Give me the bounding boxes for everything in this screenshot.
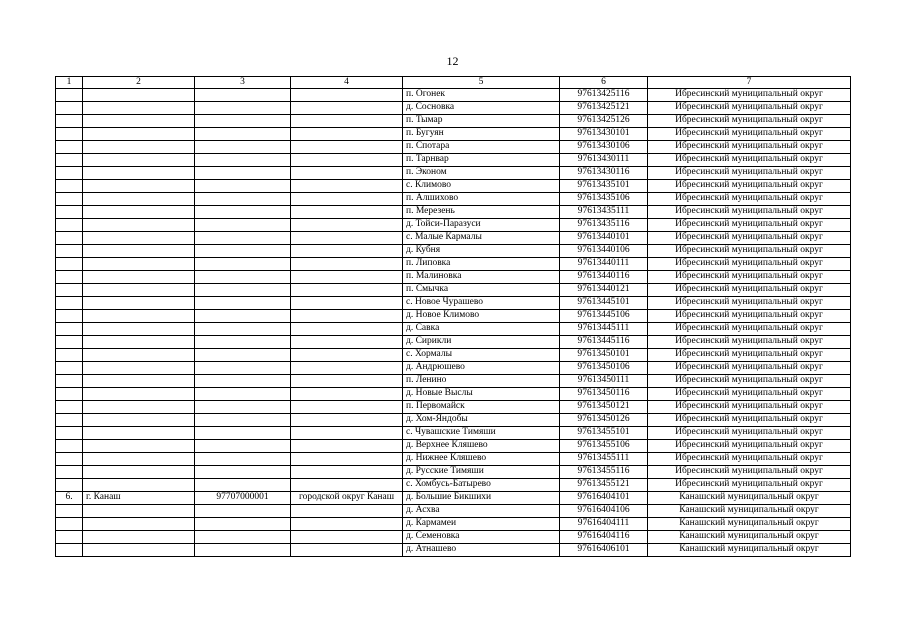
oktmo-code-cell [195,258,291,271]
okrug-cell [291,115,403,128]
locality-code-cell: 97613435111 [560,206,648,219]
settlement-cell [83,297,195,310]
row-number-cell [56,258,83,271]
settlement-cell [83,232,195,245]
settlement-cell [83,336,195,349]
municipal-okrug-cell: Ибресинский муниципальный округ [648,258,851,271]
table-row [56,531,851,544]
oktmo-code-cell [195,531,291,544]
municipal-okrug-cell: Ибресинский муниципальный округ [648,479,851,492]
settlement-cell [83,505,195,518]
locality-name-cell: д. Семеновка [403,531,560,544]
okrug-cell [291,531,403,544]
registry-table [55,76,851,557]
locality-name-cell: п. Огонек [403,89,560,102]
oktmo-code-cell [195,193,291,206]
table-row [56,206,851,219]
settlement-cell [83,531,195,544]
locality-name-cell: п. Эконом [403,167,560,180]
municipal-okrug-cell: Ибресинский муниципальный округ [648,375,851,388]
locality-name-cell: п. Первомайск [403,401,560,414]
settlement-cell [83,89,195,102]
locality-name-cell: с. Хомбусь-Батырево [403,479,560,492]
row-number-cell [56,453,83,466]
okrug-cell [291,310,403,323]
locality-code-cell: 97613435116 [560,219,648,232]
settlement-cell [83,154,195,167]
oktmo-code-cell [195,479,291,492]
municipal-okrug-cell: Ибресинский муниципальный округ [648,453,851,466]
locality-code-cell: 97613425121 [560,102,648,115]
row-number-cell [56,414,83,427]
locality-name-cell: д. Нижнее Кляшево [403,453,560,466]
row-number-cell [56,297,83,310]
okrug-cell [291,193,403,206]
municipal-okrug-cell: Канашский муниципальный округ [648,505,851,518]
row-number-cell [56,141,83,154]
locality-code-cell: 97616404101 [560,492,648,505]
okrug-cell [291,284,403,297]
locality-code-cell: 97616404106 [560,505,648,518]
oktmo-code-cell [195,219,291,232]
municipal-okrug-cell: Ибресинский муниципальный округ [648,297,851,310]
locality-code-cell: 97613435106 [560,193,648,206]
locality-name-cell: п. Ленино [403,375,560,388]
oktmo-code-cell [195,128,291,141]
settlement-cell [83,128,195,141]
row-number-cell [56,427,83,440]
municipal-okrug-cell: Ибресинский муниципальный округ [648,89,851,102]
oktmo-code-cell [195,505,291,518]
table-row [56,193,851,206]
okrug-cell [291,362,403,375]
table-row [56,362,851,375]
municipal-okrug-cell: Ибресинский муниципальный округ [648,180,851,193]
row-number-cell [56,336,83,349]
okrug-cell [291,154,403,167]
oktmo-code-cell [195,323,291,336]
table-row [56,544,851,557]
oktmo-code-cell [195,336,291,349]
okrug-cell [291,167,403,180]
municipal-okrug-cell: Ибресинский муниципальный округ [648,128,851,141]
locality-code-cell: 97613425116 [560,89,648,102]
table-row [56,271,851,284]
okrug-cell [291,297,403,310]
oktmo-code-cell [195,362,291,375]
municipal-okrug-cell: Канашский муниципальный округ [648,518,851,531]
locality-code-cell: 97613450126 [560,414,648,427]
settlement-cell [83,310,195,323]
okrug-cell [291,375,403,388]
locality-code-cell: 97613445111 [560,323,648,336]
settlement-cell [83,323,195,336]
locality-code-cell: 97613455111 [560,453,648,466]
oktmo-code-cell [195,427,291,440]
oktmo-code-cell [195,401,291,414]
locality-name-cell: с. Малые Кармалы [403,232,560,245]
row-number-cell [56,518,83,531]
row-number-cell [56,115,83,128]
municipal-okrug-cell: Ибресинский муниципальный округ [648,336,851,349]
row-number-cell [56,466,83,479]
okrug-cell [291,440,403,453]
oktmo-code-cell [195,453,291,466]
settlement-cell [83,518,195,531]
okrug-cell: городской округ Канаш [291,492,403,505]
table-row [56,284,851,297]
municipal-okrug-cell: Ибресинский муниципальный округ [648,362,851,375]
oktmo-code-cell [195,115,291,128]
row-number-cell [56,375,83,388]
table-row [56,167,851,180]
locality-name-cell: д. Русские Тимяши [403,466,560,479]
okrug-cell [291,544,403,557]
table-row [56,310,851,323]
municipal-okrug-cell: Ибресинский муниципальный округ [648,401,851,414]
okrug-cell [291,89,403,102]
settlement-cell [83,544,195,557]
oktmo-code-cell [195,167,291,180]
locality-name-cell: д. Хом-Яндобы [403,414,560,427]
row-number-cell [56,505,83,518]
locality-code-cell: 97613455101 [560,427,648,440]
row-number-cell [56,388,83,401]
column-header: 4 [291,77,403,89]
locality-code-cell: 97613425126 [560,115,648,128]
locality-code-cell: 97613440111 [560,258,648,271]
municipal-okrug-cell: Ибресинский муниципальный округ [648,349,851,362]
row-number-cell [56,102,83,115]
municipal-okrug-cell: Ибресинский муниципальный округ [648,232,851,245]
locality-name-cell: д. Савка [403,323,560,336]
row-number-cell [56,479,83,492]
row-number-cell [56,89,83,102]
municipal-okrug-cell: Ибресинский муниципальный округ [648,414,851,427]
locality-name-cell: д. Андрюшево [403,362,560,375]
row-number-cell [56,531,83,544]
column-header: 3 [195,77,291,89]
page-number: 12 [446,54,459,68]
okrug-cell [291,128,403,141]
municipal-okrug-cell: Ибресинский муниципальный округ [648,440,851,453]
table-header-row [56,77,851,89]
okrug-cell [291,349,403,362]
locality-code-cell: 97613440101 [560,232,648,245]
okrug-cell [291,102,403,115]
settlement-cell [83,466,195,479]
table-row [56,388,851,401]
settlement-cell [83,388,195,401]
table-row [56,154,851,167]
oktmo-code-cell [195,271,291,284]
locality-name-cell: д. Атнашево [403,544,560,557]
row-number-cell [56,271,83,284]
table-row [56,128,851,141]
locality-name-cell: п. Малиновка [403,271,560,284]
table-row [56,245,851,258]
table-row [56,180,851,193]
okrug-cell [291,232,403,245]
locality-code-cell: 97613455121 [560,479,648,492]
locality-code-cell: 97613450116 [560,388,648,401]
row-number-cell [56,401,83,414]
okrug-cell [291,258,403,271]
table-row [56,401,851,414]
row-number-cell [56,323,83,336]
locality-name-cell: д. Верхнее Кляшево [403,440,560,453]
row-number-cell [56,167,83,180]
locality-name-cell: д. Новое Климово [403,310,560,323]
table-row [56,258,851,271]
municipal-okrug-cell: Ибресинский муниципальный округ [648,323,851,336]
locality-code-cell: 97613430106 [560,141,648,154]
settlement-cell [83,167,195,180]
oktmo-code-cell [195,414,291,427]
table-row [56,297,851,310]
row-number-cell [56,219,83,232]
row-number-cell [56,206,83,219]
oktmo-code-cell [195,206,291,219]
okrug-cell [291,453,403,466]
locality-name-cell: д. Тойси-Паразуси [403,219,560,232]
settlement-cell [83,375,195,388]
column-header: 6 [560,77,648,89]
table-row [56,440,851,453]
okrug-cell [291,323,403,336]
oktmo-code-cell [195,154,291,167]
municipal-okrug-cell: Канашский муниципальный округ [648,531,851,544]
row-number-cell: 6. [56,492,83,505]
locality-code-cell: 97616406101 [560,544,648,557]
locality-code-cell: 97613430101 [560,128,648,141]
okrug-cell [291,271,403,284]
row-number-cell [56,440,83,453]
locality-name-cell: с. Новое Чурашево [403,297,560,310]
municipal-okrug-cell: Ибресинский муниципальный округ [648,388,851,401]
municipal-okrug-cell: Ибресинский муниципальный округ [648,141,851,154]
settlement-cell [83,115,195,128]
oktmo-code-cell [195,544,291,557]
oktmo-code-cell [195,297,291,310]
settlement-cell [83,414,195,427]
municipal-okrug-cell: Ибресинский муниципальный округ [648,167,851,180]
locality-name-cell: д. Новые Выслы [403,388,560,401]
locality-name-cell: д. Сирикли [403,336,560,349]
table-row [56,492,851,505]
row-number-cell [56,544,83,557]
locality-name-cell: д. Кубня [403,245,560,258]
settlement-cell: г. Канаш [83,492,195,505]
table-row [56,336,851,349]
table-row [56,453,851,466]
table-row [56,102,851,115]
locality-code-cell: 97613455106 [560,440,648,453]
settlement-cell [83,180,195,193]
settlement-cell [83,453,195,466]
okrug-cell [291,336,403,349]
settlement-cell [83,219,195,232]
oktmo-code-cell [195,310,291,323]
oktmo-code-cell [195,375,291,388]
municipal-okrug-cell: Ибресинский муниципальный округ [648,245,851,258]
locality-code-cell: 97613430116 [560,167,648,180]
municipal-okrug-cell: Ибресинский муниципальный округ [648,271,851,284]
locality-code-cell: 97616404111 [560,518,648,531]
settlement-cell [83,479,195,492]
locality-name-cell: п. Тарнвар [403,154,560,167]
settlement-cell [83,206,195,219]
okrug-cell [291,141,403,154]
locality-name-cell: п. Липовка [403,258,560,271]
municipal-okrug-cell: Канашский муниципальный округ [648,492,851,505]
okrug-cell [291,414,403,427]
municipal-okrug-cell: Ибресинский муниципальный округ [648,206,851,219]
row-number-cell [56,154,83,167]
table-row [56,427,851,440]
okrug-cell [291,180,403,193]
locality-code-cell: 97613440116 [560,271,648,284]
oktmo-code-cell [195,232,291,245]
row-number-cell [56,349,83,362]
oktmo-code-cell [195,89,291,102]
okrug-cell [291,388,403,401]
oktmo-code-cell [195,141,291,154]
municipal-okrug-cell: Ибресинский муниципальный округ [648,466,851,479]
table-row [56,518,851,531]
column-header: 5 [403,77,560,89]
locality-name-cell: п. Тымар [403,115,560,128]
row-number-cell [56,232,83,245]
oktmo-code-cell [195,284,291,297]
row-number-cell [56,128,83,141]
locality-name-cell: п. Бугуян [403,128,560,141]
oktmo-code-cell [195,440,291,453]
settlement-cell [83,258,195,271]
okrug-cell [291,245,403,258]
locality-name-cell: п. Спотара [403,141,560,154]
oktmo-code-cell [195,388,291,401]
okrug-cell [291,466,403,479]
settlement-cell [83,102,195,115]
municipal-okrug-cell: Ибресинский муниципальный округ [648,284,851,297]
settlement-cell [83,349,195,362]
table-row [56,323,851,336]
oktmo-code-cell [195,180,291,193]
table-row [56,219,851,232]
locality-code-cell: 97613455116 [560,466,648,479]
table-row [56,375,851,388]
locality-name-cell: с. Климово [403,180,560,193]
table-row [56,141,851,154]
row-number-cell [56,310,83,323]
locality-name-cell: д. Большие Бикшихи [403,492,560,505]
row-number-cell [56,284,83,297]
settlement-cell [83,245,195,258]
settlement-cell [83,401,195,414]
table-row [56,414,851,427]
table-row [56,89,851,102]
locality-code-cell: 97613450121 [560,401,648,414]
locality-name-cell: с. Хормалы [403,349,560,362]
locality-name-cell: д. Кармамеи [403,518,560,531]
row-number-cell [56,245,83,258]
table-row [56,505,851,518]
row-number-cell [56,362,83,375]
settlement-cell [83,284,195,297]
municipal-okrug-cell: Ибресинский муниципальный округ [648,115,851,128]
locality-code-cell: 97613445116 [560,336,648,349]
okrug-cell [291,479,403,492]
locality-code-cell: 97613450106 [560,362,648,375]
okrug-cell [291,219,403,232]
oktmo-code-cell [195,466,291,479]
column-header: 7 [648,77,851,89]
locality-code-cell: 97613430111 [560,154,648,167]
locality-name-cell: д. Асхва [403,505,560,518]
table-row [56,232,851,245]
table-row [56,479,851,492]
settlement-cell [83,193,195,206]
municipal-okrug-cell: Ибресинский муниципальный округ [648,219,851,232]
locality-name-cell: д. Сосновка [403,102,560,115]
row-number-cell [56,193,83,206]
oktmo-code-cell [195,102,291,115]
municipal-okrug-cell: Ибресинский муниципальный округ [648,154,851,167]
settlement-cell [83,427,195,440]
settlement-cell [83,362,195,375]
municipal-okrug-cell: Ибресинский муниципальный округ [648,310,851,323]
municipal-okrug-cell: Канашский муниципальный округ [648,544,851,557]
oktmo-code-cell [195,245,291,258]
locality-code-cell: 97613445106 [560,310,648,323]
oktmo-code-cell: 97707000001 [195,492,291,505]
okrug-cell [291,206,403,219]
oktmo-code-cell [195,349,291,362]
municipal-okrug-cell: Ибресинский муниципальный округ [648,193,851,206]
locality-name-cell: п. Алшихово [403,193,560,206]
locality-code-cell: 97613450101 [560,349,648,362]
municipal-okrug-cell: Ибресинский муниципальный округ [648,427,851,440]
row-number-cell [56,180,83,193]
column-header: 2 [83,77,195,89]
table-row [56,349,851,362]
okrug-cell [291,518,403,531]
table-row [56,466,851,479]
locality-code-cell: 97613435101 [560,180,648,193]
locality-code-cell: 97613440106 [560,245,648,258]
locality-code-cell: 97616404116 [560,531,648,544]
oktmo-code-cell [195,518,291,531]
locality-code-cell: 97613445101 [560,297,648,310]
okrug-cell [291,505,403,518]
okrug-cell [291,401,403,414]
locality-code-cell: 97613440121 [560,284,648,297]
locality-name-cell: п. Мерезень [403,206,560,219]
locality-name-cell: п. Смычка [403,284,560,297]
settlement-cell [83,271,195,284]
settlement-cell [83,141,195,154]
okrug-cell [291,427,403,440]
column-header: 1 [56,77,83,89]
locality-code-cell: 97613450111 [560,375,648,388]
locality-name-cell: с. Чувашские Тимяши [403,427,560,440]
settlement-cell [83,440,195,453]
municipal-okrug-cell: Ибресинский муниципальный округ [648,102,851,115]
table-row [56,115,851,128]
